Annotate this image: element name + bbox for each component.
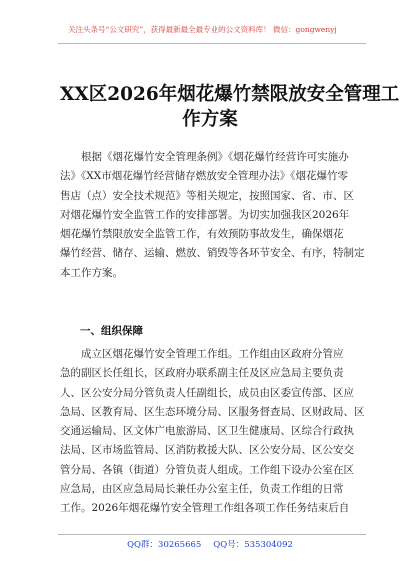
section-line: 成立区烟花爆竹安全管理工作组。工作组由区政府分管应 [81,348,344,360]
footer-qq-group: QQ群：30265665 [127,540,202,550]
section-heading-organization: 一、组织保障 [80,325,143,337]
header-notice: 关注头条号“公文研究”，获得最新最全最专业的公文资料库！ 微信：gongwenyj [68,25,337,34]
intro-line: 法》《XX市烟花爆竹经营储存燃放安全管理办法》《烟花爆竹零 [60,170,348,183]
section-line: 交通运输局、区文体广电旅游局、区卫生健康局、区综合行政执 [60,425,354,438]
section-line: 工作。2026年烟花爆竹安全管理工作组各项工作任务结束后自 [60,502,350,515]
organization-paragraph [60,345,365,519]
section-line: 管分局、各镇（街道）分管负责人组成。工作组下设办公室在区 [60,463,354,476]
footer-qq-number: QQ号：535304092 [213,540,293,550]
section-line: 应急局，由区应急局局长兼任办公室主任，负责工作组的日常 [60,483,344,496]
document-title [60,82,400,132]
intro-line: 售店（点）安全技术规范》等相关规定，按照国家、省、市、区 [60,189,354,202]
section-line: 人、区公安分局分管负责人任副组长，成员由区委宣传部、区应 [60,386,354,399]
intro-line: 爆竹经营、储存、运输、燃放、销毁等各环节安全、有序，特制定 [60,247,365,260]
footer-contact [60,539,360,551]
intro-line: 对烟花爆竹安全监管工作的安排部署。为切实加强我区2026年 [60,208,350,221]
footer-divider [58,534,366,535]
intro-line: 根据《烟花爆竹安全管理条例》《烟花爆竹经营许可实施办 [81,151,349,163]
header-divider [58,43,366,44]
title-line-1: XX区2026年烟花爆竹禁限放安全管理工 [60,84,400,105]
intro-line: 烟花爆竹禁限放安全监管工作，有效预防事故发生，确保烟花 [60,228,344,241]
intro-paragraph [60,148,365,283]
section-line: 急局、区教育局、区生态环境分局、区服务督查局、区财政局、区 [60,405,365,418]
section-line: 法局、区市场监管局、区消防救援大队、区公安分局、区公安交 [60,444,354,457]
title-line-2: 作方案 [182,109,238,130]
section-line: 急的副区长任组长，区政府办联系副主任及区应急局主要负责 [60,367,344,380]
intro-line: 本工作方案。 [60,266,123,279]
